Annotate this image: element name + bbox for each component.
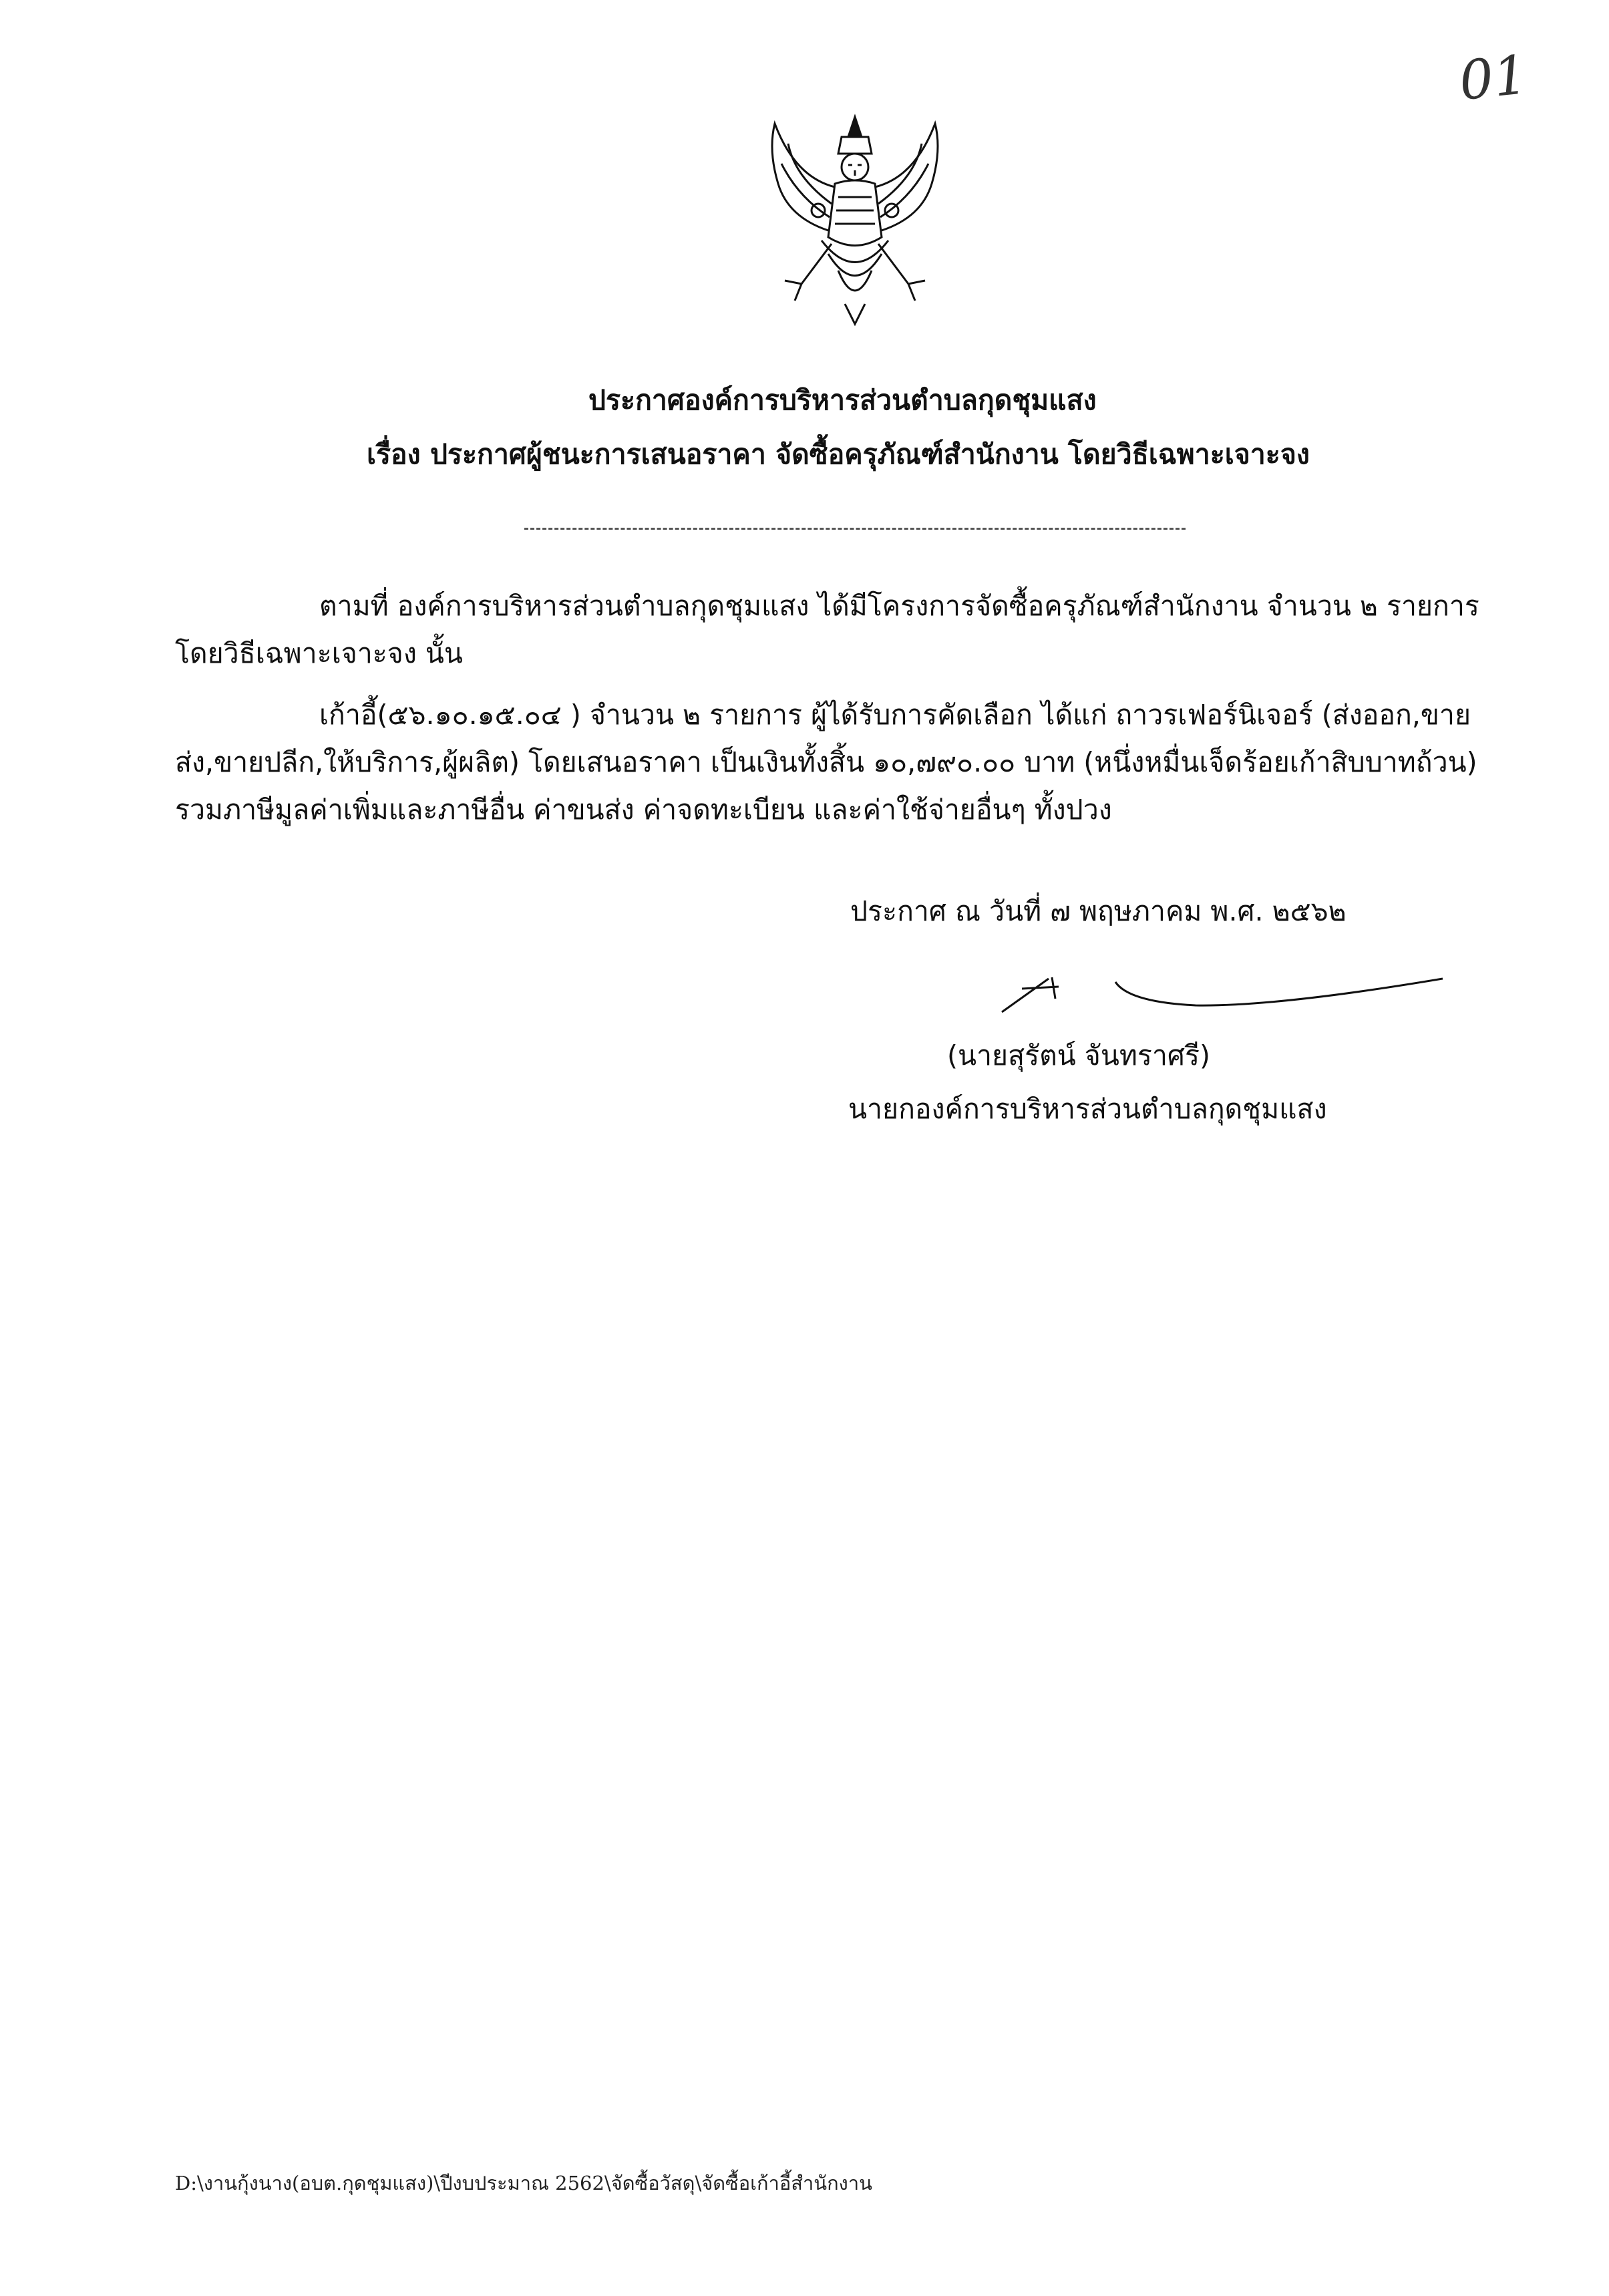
body-paragraph-2-line-1: เก้าอี้(๕๖.๑๐.๑๕.๐๔ ) จำนวน ๒ รายการ ผู้ได้รับการคัดเลือก ได้แก่ ถาวรเฟอร์นิเจอร์ (ส่งออก,ขาย — [319, 699, 1471, 731]
body-paragraph-2-line-2: ส่ง,ขายปลีก,ให้บริการ,ผู้ผลิต) โดยเสนอราคา เป็นเงินทั้งสิ้น ๑๐,๗๙๐.๐๐ บาท (หนึ่งหมื่นเจ็ดร้อยเก้าสิบบาทถ้วน) — [175, 746, 1477, 778]
announcement-date: ประกาศ ณ วันที่ ๗ พฤษภาคม พ.ศ. ๒๕๖๒ — [850, 895, 1347, 927]
handwritten-signature — [995, 965, 1449, 1025]
garuda-emblem-icon — [748, 110, 962, 331]
signatory-name: (นายสุรัตน์ จันทราศรี) — [947, 1039, 1210, 1072]
signatory-position: นายกองค์การบริหารส่วนตำบลกุดชุมแสง — [848, 1093, 1327, 1125]
footer-file-path: D:\งานกุ้งนาง(อบต.กุดชุมแสง)\ปีงบประมาณ 2562\จัดซื้อวัสดุ\จัดซื้อเก้าอี้สำนักงาน — [175, 2172, 872, 2194]
announcement-subject: เรื่อง ประกาศผู้ชนะการเสนอราคา จัดซื้อครุภัณฑ์สำนักงาน โดยวิธีเฉพาะเจาะจง — [367, 438, 1310, 470]
handwritten-page-number: 01 — [1456, 43, 1531, 113]
announcement-title: ประกาศองค์การบริหารส่วนตำบลกุดชุมแสง — [588, 384, 1097, 416]
body-paragraph-2-line-3: รวมภาษีมูลค่าเพิ่มและภาษีอื่น ค่าขนส่ง ค่าจดทะเบียน และค่าใช้จ่ายอื่นๆ ทั้งปวง — [175, 794, 1112, 826]
separator-rule — [524, 528, 1186, 530]
body-paragraph-1-line-2: โดยวิธีเฉพาะเจาะจง นั้น — [175, 637, 463, 669]
body-paragraph-1-line-1: ตามที่ องค์การบริหารส่วนตำบลกุดชุมแสง ได้มีโครงการจัดซื้อครุภัณฑ์สำนักงาน จำนวน ๒ รายการ — [319, 590, 1479, 622]
